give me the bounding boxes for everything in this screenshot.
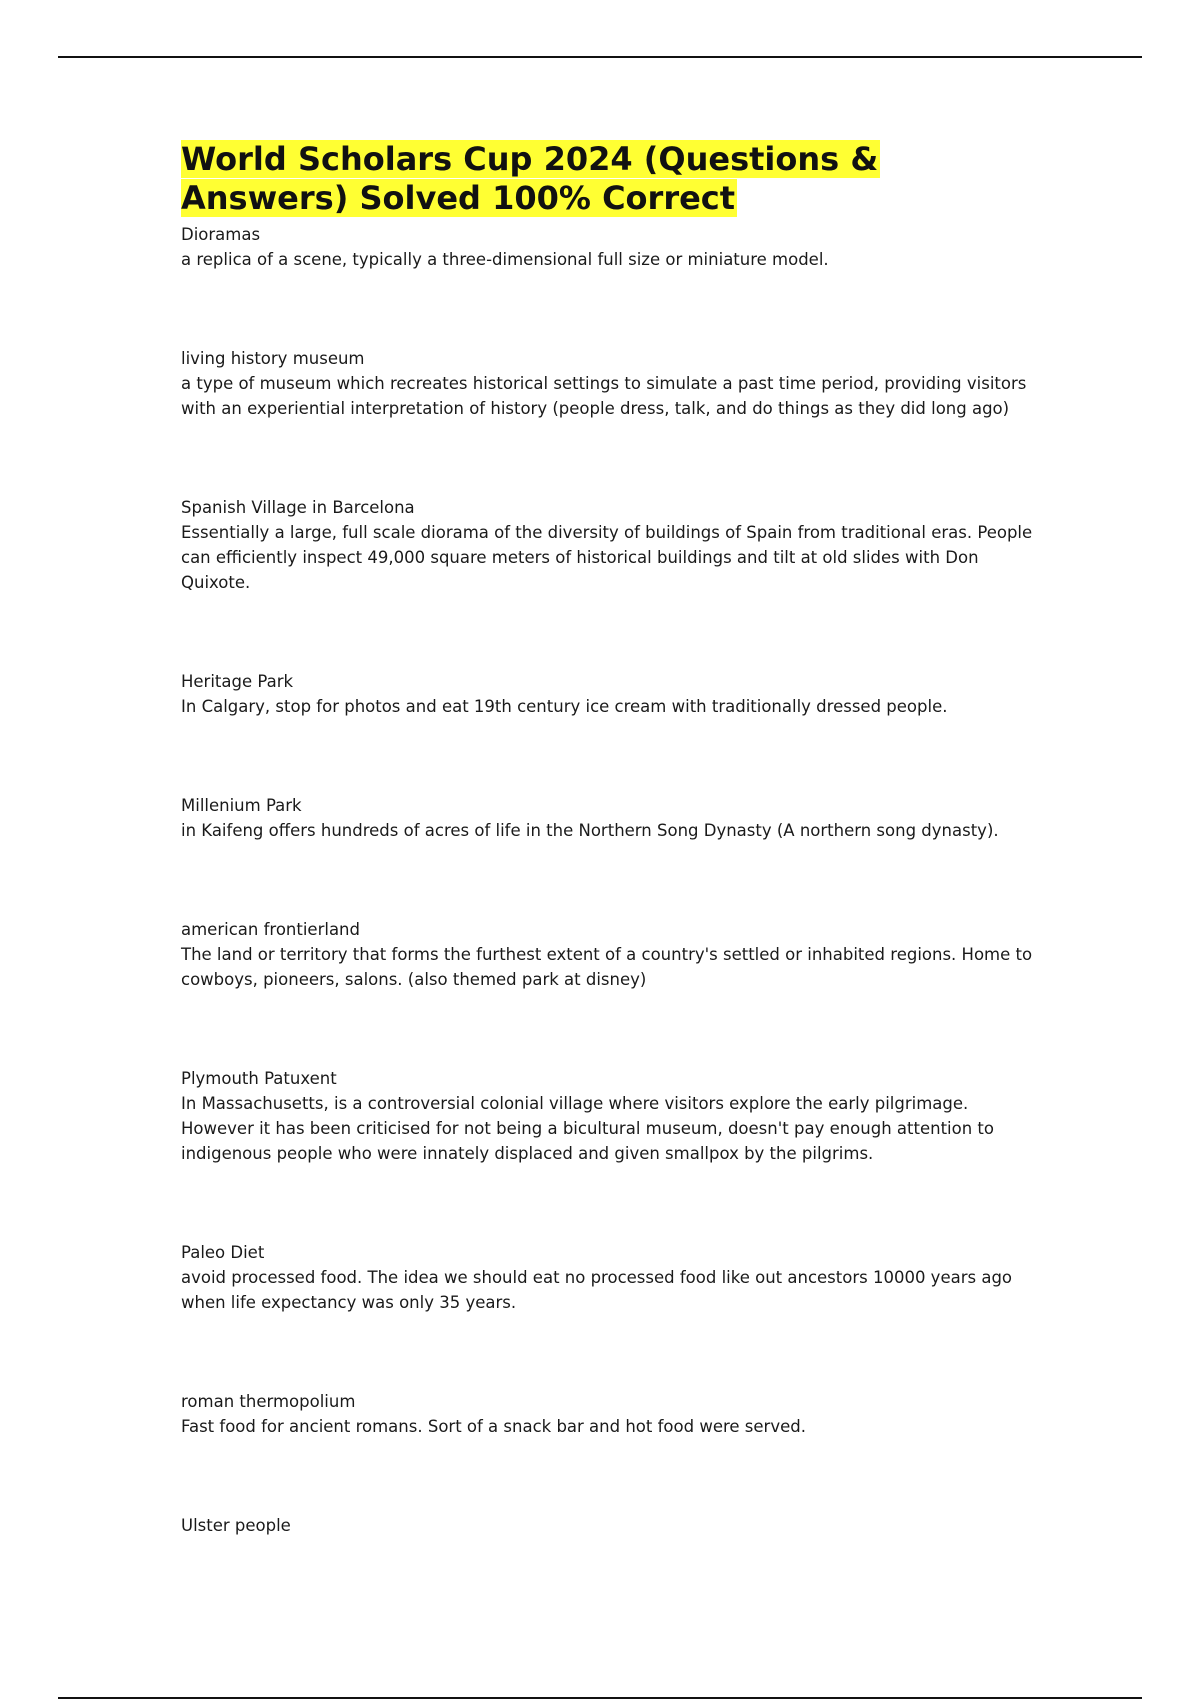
qa-entry-dioramas xyxy=(181,222,1041,272)
qa-entry-plymouth-patuxent xyxy=(181,1066,1041,1166)
qa-entry-paleo-diet xyxy=(181,1240,1041,1315)
top-rule xyxy=(58,56,1142,58)
entry-definition: a replica of a scene, typically a three-dimensional full size or miniature model. xyxy=(181,250,829,269)
entry-definition: in Kaifeng offers hundreds of acres of life in the Northern Song Dynasty (A northern song dynasty). xyxy=(181,821,999,840)
qa-entry-millenium-park xyxy=(181,793,1041,843)
document-title xyxy=(181,140,1041,218)
entry-term: Heritage Park xyxy=(181,672,294,691)
entry-term: living history museum xyxy=(181,349,365,368)
bottom-rule xyxy=(58,1697,1142,1699)
entry-term: Paleo Diet xyxy=(181,1243,265,1262)
qa-entry-spanish-village xyxy=(181,495,1041,595)
qa-entry-ulster-people xyxy=(181,1513,1041,1538)
entry-definition: In Massachusetts, is a controversial colonial village where visitors explore the early pilgrimage. However it has been criticised for not being a bicultural museum, doesn't pay enough attention to indigenous people who were innately displaced and given smallpox by the pilgrims. xyxy=(181,1094,994,1163)
qa-entry-american-frontierland xyxy=(181,917,1041,992)
entry-term: Spanish Village in Barcelona xyxy=(181,498,415,517)
entry-definition: a type of museum which recreates historical settings to simulate a past time period, providing visitors with an experiential interpretation of history (people dress, talk, and do things as they did long ago) xyxy=(181,374,1027,418)
entry-definition: Essentially a large, full scale diorama of the diversity of buildings of Spain from traditional eras. People can efficiently inspect 49,000 square meters of historical buildings and tilt at old slides with Don Quixote. xyxy=(181,523,1033,592)
entry-term: Ulster people xyxy=(181,1516,291,1535)
entry-term: roman thermopolium xyxy=(181,1392,356,1411)
document-body xyxy=(181,140,1041,1538)
entry-definition: avoid processed food. The idea we should eat no processed food like out ancestors 10000 years ago when life expectancy was only 35 years. xyxy=(181,1268,1013,1312)
qa-entry-living-history-museum xyxy=(181,346,1041,421)
qa-entry-heritage-park xyxy=(181,669,1041,719)
entry-term: Millenium Park xyxy=(181,796,302,815)
title-highlight: World Scholars Cup 2024 (Questions & Answers) Solved 100% Correct xyxy=(181,140,879,217)
entry-term: american frontierland xyxy=(181,920,360,939)
qa-entry-roman-thermopolium xyxy=(181,1389,1041,1439)
entry-definition: In Calgary, stop for photos and eat 19th century ice cream with traditionally dressed people. xyxy=(181,697,948,716)
entry-definition: The land or territory that forms the furthest extent of a country's settled or inhabited regions. Home to cowboys, pioneers, salons. (also themed park at disney) xyxy=(181,945,1033,989)
entry-term: Plymouth Patuxent xyxy=(181,1069,337,1088)
entry-term: Dioramas xyxy=(181,225,261,244)
entry-definition: Fast food for ancient romans. Sort of a snack bar and hot food were served. xyxy=(181,1417,806,1436)
